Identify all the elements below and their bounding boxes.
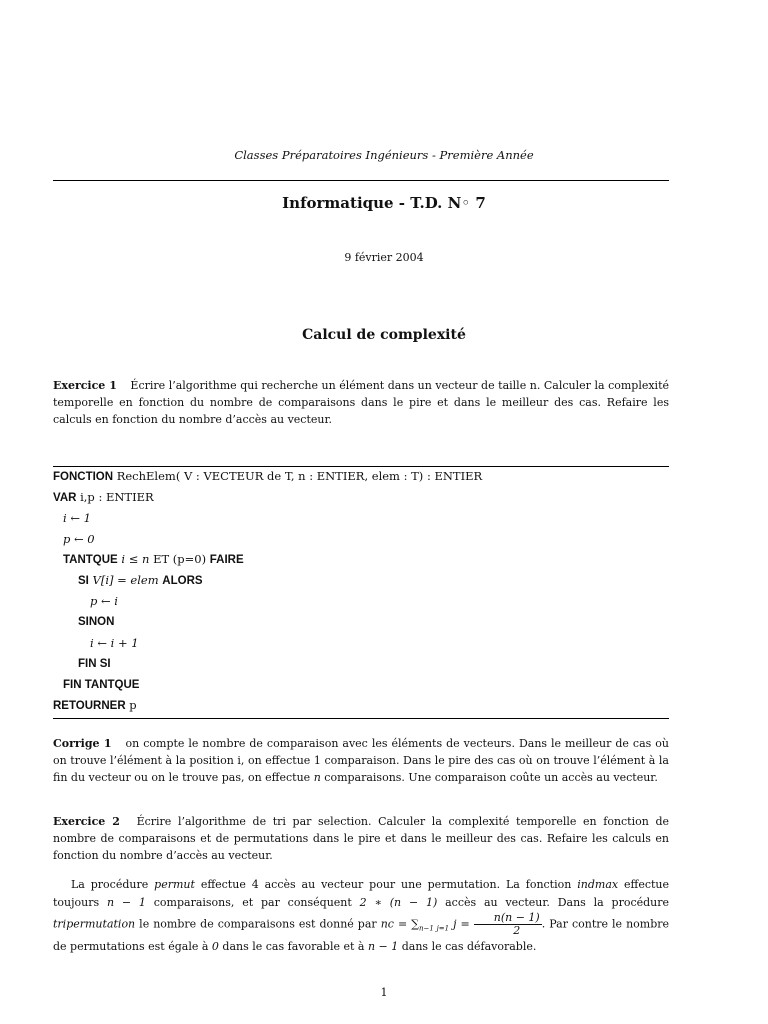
para-tripermutation: tripermutation (53, 917, 136, 931)
para-t9: dans le cas défavorable. (401, 939, 537, 953)
exercise-2-text: Écrire l’algorithme de tri par selection. Calculer la complexité temporelle en fonction de nombre de comparaisons et de permutations dans le pire et dans le meilleur des cas. Refaire les calculs en fonction du nombre d’accès au vecteur. (53, 815, 670, 862)
var-declaration: i,p : ENTIER (80, 490, 154, 505)
para-t6: le nombre de comparaisons est donné par (139, 917, 377, 931)
kw-fonction: FONCTION (53, 471, 114, 483)
para-t1: La procédure (71, 878, 149, 891)
para-indmax: indmax (577, 878, 619, 891)
loop-condition-2: ET (p=0) (153, 551, 207, 566)
school-line: Classes Préparatoires Ingénieurs - Première Année (234, 148, 534, 162)
kw-tantque: TANTQUE (63, 553, 118, 566)
para-n-minus-1: n − 1 (106, 896, 146, 909)
exercise-2 (53, 813, 669, 864)
corrige-1-text-a: on compte le nombre de comparaison avec les éléments de vecteurs. Dans le meilleur de cas où on trouve l’élément à la position i, on effectue 1 comparaison. Dans le pire des cas où on trouve l’élément à la fin du vecteur ou on le trouve pas, on effectue (53, 737, 669, 784)
algo-line-10 (53, 653, 482, 674)
algo-line-7: p ← i (90, 594, 118, 609)
kw-faire: FAIRE (209, 553, 244, 566)
return-value: p (129, 698, 137, 713)
algo-line-12 (53, 695, 482, 716)
fraction-numerator: n(n − 1) (474, 912, 542, 925)
algo-line-11 (53, 674, 482, 695)
sum-bounds: n−1 j=1 (419, 924, 450, 933)
para-zero: 0 (211, 939, 219, 953)
kw-retourner: RETOURNER (53, 700, 126, 713)
para-permut: permut (154, 878, 195, 891)
header-rule (53, 180, 669, 181)
page-title: Informatique - T.D. N◦ 7 (282, 194, 486, 212)
function-signature: RechElem( V : VECTEUR de T, n : ENTIER, elem : T) : ENTIER (116, 469, 483, 483)
para-n-minus-1-b: n − 1 (367, 939, 399, 953)
fraction-denominator: 2 (513, 924, 521, 937)
para-expr: 2 ∗ (n − 1) (359, 896, 438, 909)
corrige-1 (53, 735, 669, 786)
corrige-1-label: Corrige 1 (53, 737, 112, 750)
corrige-1-text-b: comparaisons. Une comparaison coûte un accès au vecteur. (324, 771, 658, 784)
algo-line-6 (53, 570, 482, 591)
algo-line-4: p ← 0 (63, 531, 95, 546)
kw-fin-tantque: FIN TANTQUE (63, 679, 140, 692)
if-condition: V[i] = elem (92, 573, 159, 588)
date: 9 février 2004 (344, 251, 424, 264)
kw-var: VAR (53, 492, 77, 505)
algo-line-3: i ← 1 (63, 511, 91, 526)
kw-fin-si: FIN SI (78, 657, 111, 670)
algorithm-block (53, 466, 482, 716)
exercise-2-label: Exercice 2 (53, 815, 120, 828)
para-t4: comparaisons, et par conséquent (153, 896, 352, 909)
para-t7: . Par contre le nombre de permutations est égale à (53, 917, 670, 953)
section-title: Calcul de complexité (302, 327, 466, 343)
algo-bottom-rule (53, 718, 669, 719)
algo-line-5 (53, 549, 482, 570)
corrige-1-n: n (313, 771, 321, 784)
algo-line-2 (53, 487, 482, 508)
para-t5: accès au vecteur. Dans la procédure (445, 896, 670, 909)
para-t3: effectue toujours (53, 878, 670, 909)
kw-alors: ALORS (162, 575, 203, 588)
kw-si: SI (78, 575, 89, 588)
kw-sinon: SINON (78, 616, 115, 629)
fraction (474, 912, 542, 937)
para-t2: effectue 4 accès au vecteur pour une permutation. La fonction (200, 878, 572, 891)
sum-j: j = (453, 917, 470, 931)
algo-line-8 (53, 611, 482, 632)
algo-line-9: i ← i + 1 (90, 635, 139, 650)
exercise-1 (53, 377, 669, 428)
page-number: 1 (380, 986, 388, 999)
loop-condition: i ≤ n (121, 551, 150, 566)
para-t8: dans le cas favorable et à (222, 939, 365, 953)
exercise-1-label: Exercice 1 (53, 379, 117, 392)
permutation-paragraph (53, 876, 669, 956)
algo-line-1 (53, 466, 482, 487)
formula-nc: nc = ∑ (380, 917, 420, 931)
exercise-1-text: Écrire l’algorithme qui recherche un élément dans un vecteur de taille n. Calculer la complexité temporelle en fonction du nombre de comparaisons dans le pire et dans le meilleur des cas. Refaire les calculs en fonction du nombre d’accès au vecteur. (53, 379, 670, 426)
